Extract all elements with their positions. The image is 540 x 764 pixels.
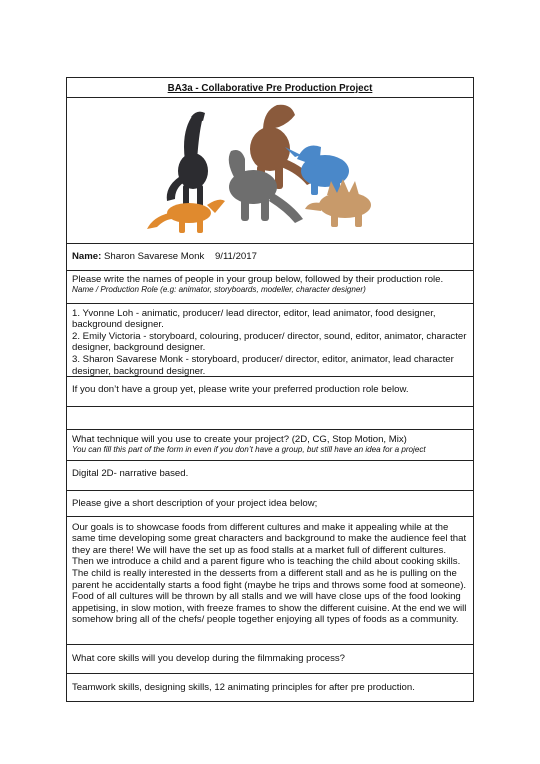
dinosaur-image <box>67 98 473 244</box>
no-group-question-row <box>67 377 473 407</box>
group-member: 3. Sharon Savarese Monk - storyboard, producer/ director, editor, animator, lead character designer, background designer. <box>72 353 454 377</box>
group-members-row <box>67 304 473 377</box>
form-date: 9/11/2017 <box>214 250 257 262</box>
no-group-answer <box>67 407 473 430</box>
skills-answer: Teamwork skills, designing skills, 12 animating principles for after pre production. <box>72 681 415 693</box>
description-question: Please give a short description of your project idea below; <box>67 491 473 517</box>
name-label: Name: <box>72 250 102 262</box>
technique-question: What technique will you use to create your project? (2D, CG, Stop Motion, Mix) <box>72 433 407 445</box>
group-member: 1. Yvonne Loh - animatic, producer/ lead director, editor, lead animator, food designer, background designer. <box>72 307 436 331</box>
project-form <box>66 77 474 702</box>
no-group-question: If you don’t have a group yet, please write your preferred production role below. <box>72 383 409 395</box>
student-name: Sharon Savarese Monk <box>104 250 205 262</box>
technique-question-row <box>67 430 473 461</box>
form-title: BA3a - Collaborative Pre Production Project <box>67 78 473 98</box>
dinosaur-toys-icon <box>145 101 385 241</box>
group-question-row <box>67 271 473 304</box>
group-hint: Name / Production Role (e.g: animator, storyboards, modeller, character designer) <box>72 285 366 295</box>
group-question: Please write the names of people in your group below, followed by their production role. <box>72 273 444 285</box>
group-member: 2. Emily Victoria - storyboard, colouring, producer/ director, sound, editor, animator, character designer, background designer. <box>72 330 467 354</box>
name-row <box>67 244 473 271</box>
technique-hint: You can fill this part of the form in even if you don’t have a group, but still have an idea for a project <box>72 445 426 455</box>
skills-question: What core skills will you develop during the filmmaking process? <box>67 645 473 674</box>
description-answer: Our goals is to showcase foods from different cultures and make it appealing while at the same time developing some great characters and background to make the audience feel that they are there! We will have the set up as food stalls at a market full of different cultures. Then we introduce a child and a parent figure who is teaching the child about cooking skills. The child is really interested in the desserts from a different stall and as he is pulling on the parent he accidentally starts a food fight (maybe he trips and throws some food at someone). Food of all cultures will be thrown by all stalls and we will have close ups of the food looking appetising, in slow motion, with freeze frames to show the different cuisine. At the end we will somehow bring all of the chefs/ people together enjoying all types of foods as a community. <box>67 517 473 645</box>
technique-answer: Digital 2D- narrative based. <box>67 461 473 491</box>
